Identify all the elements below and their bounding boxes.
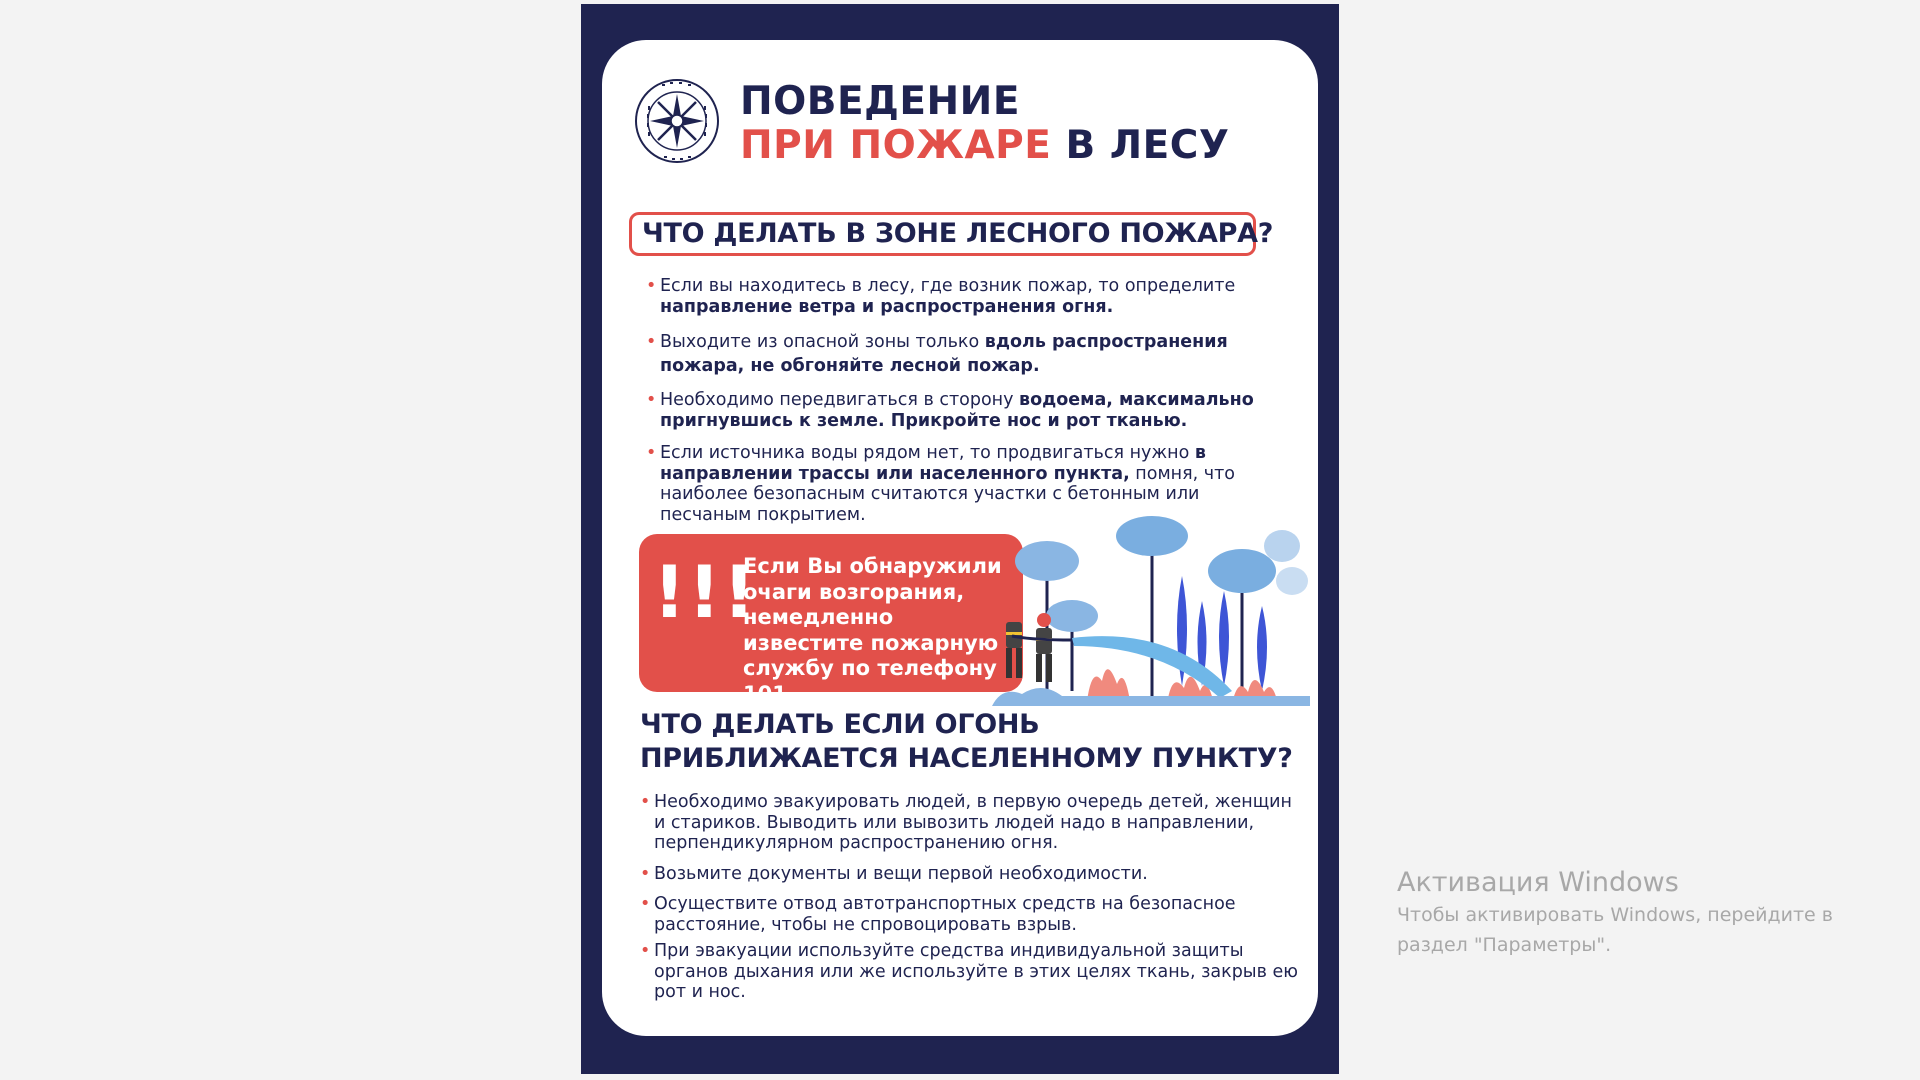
alert-exclamation-marks: !!! — [653, 550, 758, 634]
alert-box — [639, 534, 1023, 706]
title-red-part: ПРИ ПОЖАРЕ — [740, 123, 1052, 168]
windows-activation-watermark — [1397, 866, 1857, 960]
firefighters-illustration — [992, 506, 1310, 706]
title-line-1: ПОВЕДЕНИЕ — [740, 79, 1020, 124]
list-item: • Если вы находитесь в лесу, где возник пожар, то определите направление ветра и распространения огня. — [646, 276, 1286, 317]
list-item: • Необходимо эвакуировать людей, в первую очередь детей, женщин и стариков. Выводить или вывозить людей надо в направлении, перпендикулярном распространению огня. — [640, 792, 1300, 854]
section2-list — [640, 792, 1300, 1003]
poster — [602, 40, 1318, 1036]
section2-heading: ЧТО ДЕЛАТЬ ЕСЛИ ОГОНЬ ПРИБЛИЖАЕТСЯ НАСЕЛЕННОМУ ПУНКТУ? — [640, 709, 1293, 774]
title-line-2 — [740, 124, 1230, 168]
list-item: • При эвакуации используйте средства индивидуальной защиты органов дыхания или же используйте в этих целях ткань, закрыв ею рот и нос. — [640, 941, 1300, 1003]
alert-text: Если Вы обнаружили очаги возгорания, немедленно известите пожарную службу по телефону 101 — [743, 554, 1002, 706]
list-item: • Выходите из опасной зоны только вдоль распространения пожара, не обгоняйте лесной пожар. — [646, 330, 1286, 378]
list-item: • Осуществите отвод автотранспортных средств на безопасное расстояние, чтобы не спровоцировать взрыв. — [640, 894, 1300, 935]
watermark-text: Чтобы активировать Windows, перейдите в раздел "Параметры". — [1397, 904, 1833, 956]
section1-heading: ЧТО ДЕЛАТЬ В ЗОНЕ ЛЕСНОГО ПОЖАРА? — [629, 212, 1256, 256]
list-item: • Возьмите документы и вещи первой необходимости. — [640, 864, 1300, 885]
poster-title — [740, 80, 1230, 168]
title-rest-part: В ЛЕСУ — [1051, 123, 1230, 168]
list-item: • Если источника воды рядом нет, то продвигаться нужно в направлении трассы или населенного пункта, помня, что наиболее безопасным считаются участки с бетонным или песчаным покрытием. — [646, 443, 1286, 525]
emblem-logo — [634, 76, 720, 166]
watermark-title: Активация Windows — [1397, 867, 1679, 898]
section1-list — [646, 276, 1286, 525]
list-item: • Необходимо передвигаться в сторону водоема, максимально пригнувшись к земле. Прикройте нос и рот тканью. — [646, 390, 1286, 431]
